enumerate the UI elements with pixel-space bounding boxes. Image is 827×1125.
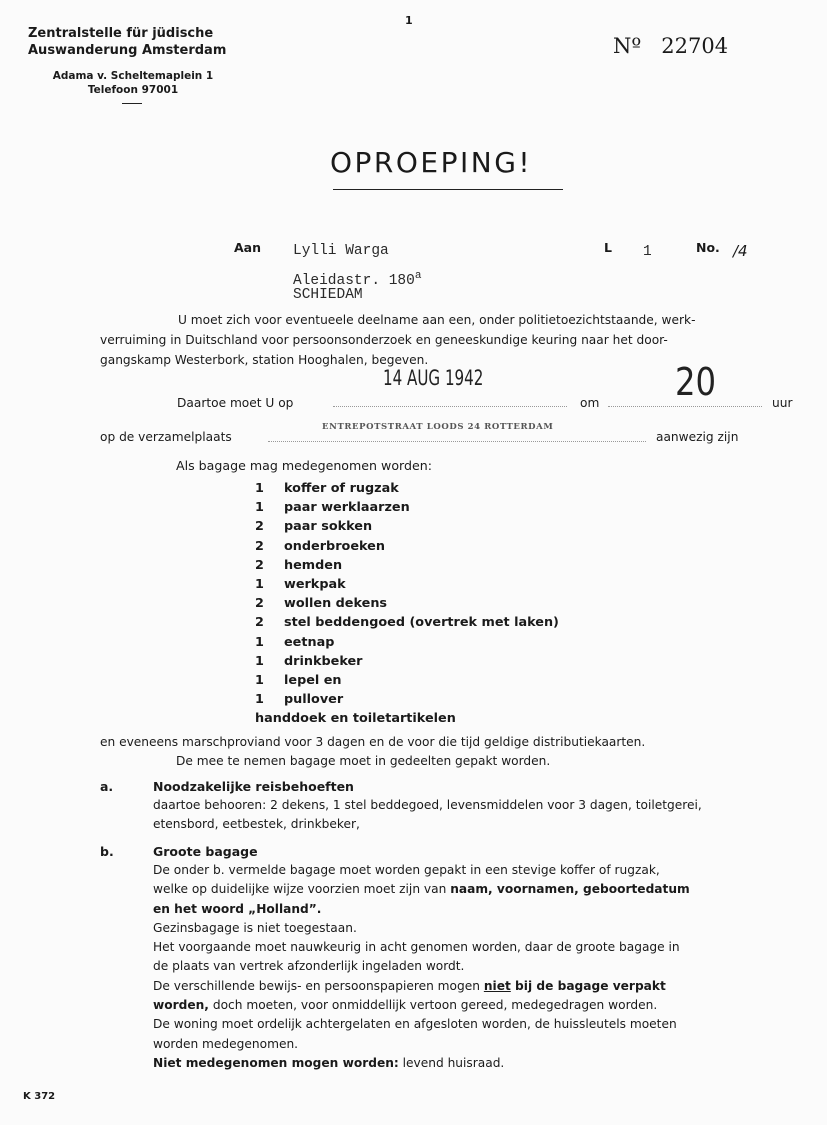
- intro-line-3: gangskamp Westerbork, station Hooghalen, begeven.: [100, 353, 429, 367]
- section-a-line-1: daartoe behooren: 2 dekens, 1 stel beddegoed, levensmiddelen voor 3 dagen, toiletgerei,: [153, 798, 702, 812]
- section-a-heading: Noodzakelijke reisbehoeften: [153, 779, 354, 794]
- baggage-item: [255, 690, 559, 709]
- baggage-qty: 1: [255, 673, 264, 689]
- header-rule: [122, 103, 142, 104]
- section-b-letter: b.: [100, 844, 114, 859]
- place-prefix: op de verzamelplaats: [100, 430, 232, 444]
- b-p3-line-1: Het voorgaande moet nauwkeurig in acht genomen worden, daar de groote bagage in: [153, 940, 680, 955]
- baggage-intro: Als bagage mag medegenomen worden:: [176, 458, 432, 473]
- section-a-letter: a.: [100, 779, 114, 794]
- street-text: Aleidastr. 180: [293, 272, 415, 289]
- b-p6-bold: Niet medegenomen mogen worden:: [153, 1055, 399, 1070]
- address-line: Adama v. Scheltemaplein 1: [52, 70, 214, 82]
- intro-line-1: U moet zich voor eventueele deelname aan een, onder politietoezichtstaande, werk-: [178, 313, 696, 327]
- b-p1-line-3: [153, 900, 690, 919]
- street-suffix: a: [414, 270, 422, 282]
- baggage-item: [255, 517, 559, 536]
- baggage-qty: 1: [255, 481, 264, 496]
- title-underline: [333, 189, 563, 190]
- baggage-item: [255, 594, 559, 613]
- baggage-qty: 2: [255, 519, 264, 535]
- recipient-city: SCHIEDAM: [293, 287, 363, 303]
- baggage-qty: 2: [255, 557, 264, 573]
- phone-line: Telefoon 97001: [87, 84, 179, 96]
- b-p4-line-2: [153, 996, 690, 1015]
- b-p4-plain: De verschillende bewijs- en persoonspapieren mogen: [153, 978, 484, 993]
- b-p5-line-1: De woning moet ordelijk achtergelaten en afgesloten worden, de huissleutels moeten: [153, 1017, 677, 1032]
- baggage-item-name: lepel en: [284, 673, 342, 689]
- baggage-item-name: pullover: [284, 692, 344, 708]
- b-p3-line-2: de plaats van vertrek afzonderlijk ingeladen wordt.: [153, 959, 465, 974]
- time-prefix: om: [580, 396, 600, 410]
- recipient-name: Lylli Warga: [293, 243, 389, 259]
- section-b-heading: Groote bagage: [153, 844, 258, 859]
- serial-value: 22704: [661, 34, 729, 58]
- b-p6: [153, 1054, 690, 1073]
- page-mark: 1: [405, 14, 413, 27]
- baggage-item-name: paar sokken: [284, 519, 373, 535]
- l-value: 1: [643, 244, 652, 260]
- intro-line-2: verruiming in Duitschland voor persoonsonderzoek en geneeskundige keuring naar het door-: [100, 333, 668, 347]
- no-value: /4: [733, 242, 748, 260]
- section-a-body: [153, 796, 702, 834]
- baggage-item: [255, 633, 559, 652]
- intro-paragraph: [100, 310, 695, 370]
- baggage-item-name: werkpak: [284, 577, 346, 593]
- time-suffix: uur: [772, 396, 793, 410]
- b-p1-line-2-plain: welke op duidelijke wijze voorzien moet zijn van: [153, 882, 451, 897]
- baggage-item-name: koffer of rugzak: [284, 481, 399, 496]
- baggage-qty: 2: [255, 615, 264, 631]
- recipient-street: [293, 270, 421, 289]
- baggage-qty: 1: [255, 634, 264, 650]
- date-prefix: Daartoe moet U op: [177, 396, 294, 410]
- place-stamp[interactable]: ENTREPOTSTRAAT LOODS 24 ROTTERDAM: [322, 422, 554, 432]
- b-p5-line-2: worden medegenomen.: [153, 1036, 299, 1051]
- baggage-qty: 2: [255, 538, 264, 554]
- baggage-last-item: handdoek en toiletartikelen: [255, 711, 456, 727]
- provisions-line: en eveneens marschproviand voor 3 dagen en de voor die tijd geldige distributiekaarten.: [100, 735, 646, 749]
- baggage-qty: 1: [255, 692, 264, 708]
- no-label: No.: [696, 240, 720, 255]
- baggage-item: [255, 575, 559, 594]
- b-p4-line-2-bold: worden,: [153, 998, 209, 1013]
- baggage-item-name: onderbroeken: [284, 538, 385, 554]
- place-field-line: [268, 441, 646, 442]
- packing-note: De mee te nemen bagage moet in gedeelten gepakt worden.: [176, 754, 551, 768]
- serial-label: Nº: [613, 34, 642, 58]
- b-p6-plain: levend huisraad.: [398, 1055, 505, 1070]
- section-b-body: [153, 861, 690, 1073]
- baggage-item-name: paar werklaarzen: [284, 500, 410, 516]
- serial-number: [613, 34, 728, 58]
- l-label: L: [604, 240, 612, 255]
- baggage-item-name: drinkbeker: [284, 653, 363, 669]
- time-field-line: [608, 406, 762, 407]
- page-title: OPROEPING!: [330, 146, 533, 179]
- place-suffix: aanwezig zijn: [656, 430, 739, 444]
- baggage-item: [255, 537, 559, 556]
- aan-label: Aan: [234, 240, 262, 255]
- b-p1-line-2: [153, 880, 690, 899]
- organization-name: [28, 25, 226, 59]
- baggage-item-name: wollen dekens: [284, 596, 388, 612]
- baggage-item-name: eetnap: [284, 634, 335, 650]
- org-line-2: Auswanderung Amsterdam: [28, 43, 227, 58]
- b-p4-line-2-plain: doch moeten, voor onmiddellijk vertoon gereed, medegedragen worden.: [208, 998, 658, 1013]
- section-a-line-2: etensbord, eetbestek, drinkbeker,: [153, 817, 360, 831]
- b-p1-line-2-bold: naam, voornamen, geboortedatum: [450, 882, 690, 897]
- baggage-item: [255, 498, 559, 517]
- baggage-item-name: stel beddengoed (overtrek met laken): [284, 615, 559, 631]
- baggage-qty: 1: [255, 653, 264, 669]
- baggage-item-name: hemden: [284, 557, 343, 573]
- baggage-qty: 1: [255, 500, 264, 516]
- baggage-list: [255, 479, 559, 729]
- b-p1-line-1: De onder b. vermelde bagage moet worden gepakt in een stevige koffer of rugzak,: [153, 863, 660, 877]
- time-value[interactable]: 20: [675, 360, 717, 404]
- organization-address: [38, 69, 228, 97]
- baggage-item: [255, 671, 559, 690]
- baggage-item: [255, 556, 559, 575]
- baggage-item: [255, 479, 559, 498]
- b-p4-line-1: [153, 977, 690, 996]
- b-p4-bold: bij de bagage verpakt: [510, 978, 666, 993]
- date-field-line: [333, 406, 567, 407]
- date-stamp[interactable]: 14 AUG 1942: [383, 366, 484, 390]
- baggage-qty: 1: [255, 577, 264, 593]
- baggage-qty: 2: [255, 596, 264, 612]
- org-line-1: Zentralstelle für jüdische: [28, 26, 214, 41]
- b-p1-line-3-bold: en het woord „Holland”.: [153, 901, 322, 916]
- b-p2: Gezinsbagage is niet toegestaan.: [153, 920, 357, 935]
- form-code: K 372: [23, 1091, 56, 1102]
- baggage-item: [255, 613, 559, 632]
- b-p4-underlined: niet: [483, 978, 511, 993]
- baggage-item: [255, 652, 559, 671]
